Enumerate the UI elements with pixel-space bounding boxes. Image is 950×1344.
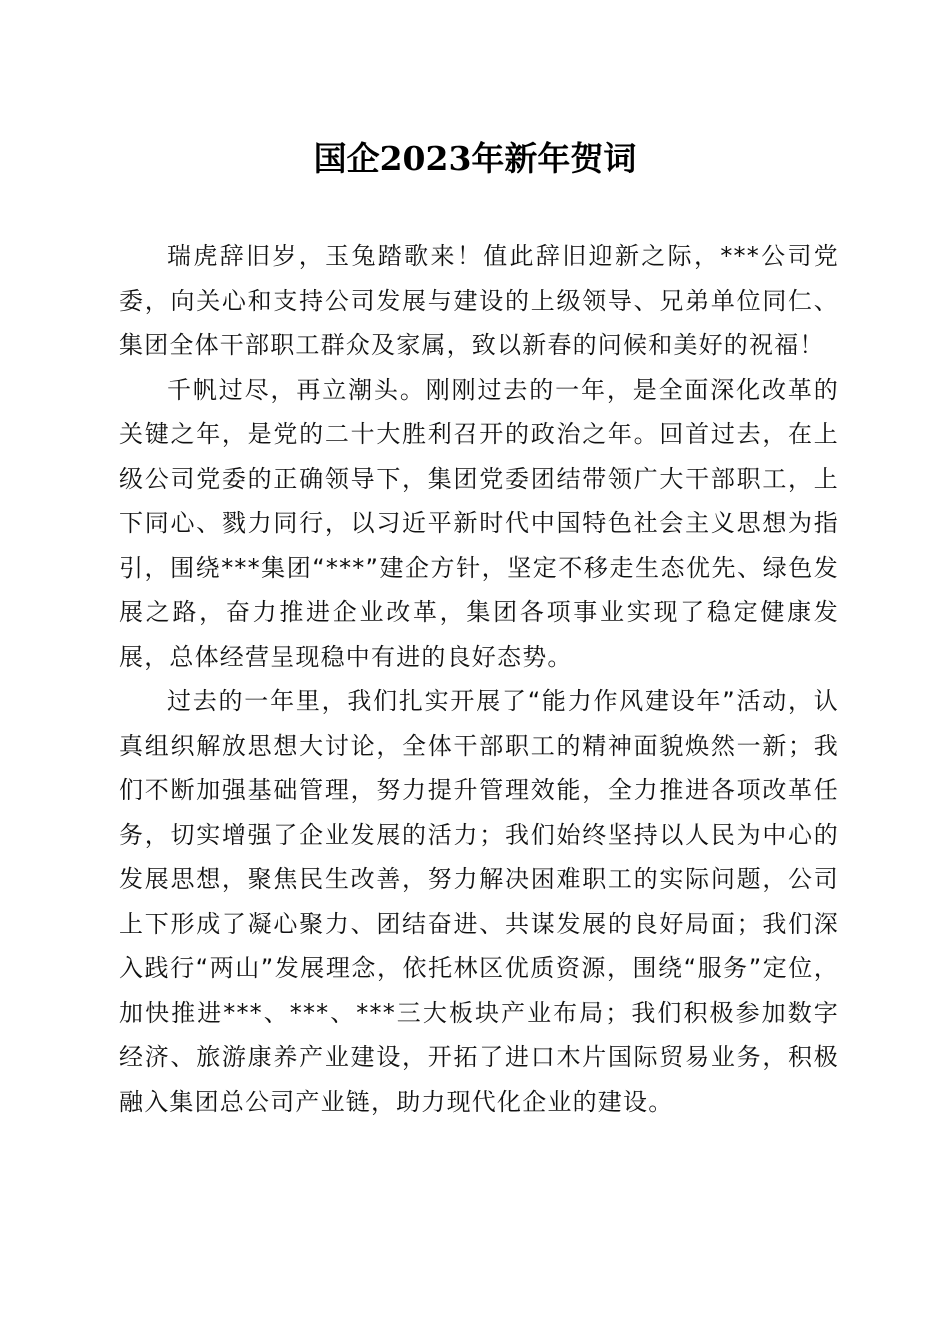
paragraph-review: 千帆过尽，再立潮头。刚刚过去的一年，是全面深化改革的关键之年，是党的二十大胜利召开的政治之年。回首过去，在上级公司党委的正确领导下，集团党委团结带领广大干部职工，上下同心、戮力同行，以习近平新时代中国特色社会主义思想为指引，围绕***集团“***”建企方针，坚定不移走生态优先、绿色发展之路，奋力推进企业改革，集团各项事业实现了稳定健康发展，总体经营呈现稳中有进的良好态势。 <box>119 375 839 671</box>
document-title: 国企2023年新年贺词 <box>313 139 637 178</box>
paragraph-greeting: 瑞虎辞旧岁，玉兔踏歌来！值此辞旧迎新之际，***公司党委，向关心和支持公司发展与建设的上级领导、兄弟单位同仁、集团全体干部职工群众及家属，致以新春的问候和美好的祝福！ <box>119 242 839 359</box>
document-body <box>119 234 839 1124</box>
paragraph-achievements: 过去的一年里，我们扎实开展了“能力作风建设年”活动，认真组织解放思想大讨论，全体干部职工的精神面貌焕然一新；我们不断加强基础管理，努力提升管理效能，全力推进各项改革任务，切实增强了企业发展的活力；我们始终坚持以人民为中心的发展思想，聚焦民生改善，努力解决困难职工的实际问题，公司上下形成了凝心聚力、团结奋进、共谋发展的良好局面；我们深入践行“两山”发展理念，依托林区优质资源，围绕“服务”定位，加快推进***、***、***三大板块产业布局；我们积极参加数字经济、旅游康养产业建设，开拓了进口木片国际贸易业务，积极融入集团总公司产业链，助力现代化企业的建设。 <box>119 687 839 1116</box>
